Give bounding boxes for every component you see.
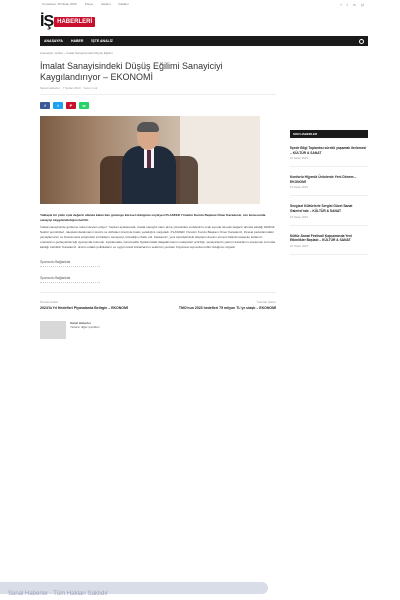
sidebar-item-title: Sezgisel Kültürlerle Sergisi Güzel Sanat Galerisi'nde – KÜLTÜR & SANAT <box>290 204 353 213</box>
brand-row <box>40 8 368 36</box>
share-facebook-button[interactable]: f <box>40 102 50 109</box>
prev-article-link[interactable] <box>40 300 150 311</box>
main-nav <box>40 36 368 46</box>
linkedin-icon[interactable]: in <box>352 1 356 7</box>
sidebar-item-date: 15 Nisan 2023 <box>290 185 309 190</box>
nav-item-analiz[interactable]: İŞTE ANALİZ <box>91 39 113 43</box>
breadcrumb: Anasayfa › Haber › İmalat Sanayisindeki Düşüş Eğilimi <box>40 51 113 55</box>
author-desc: Yazarın diğer içerikleri <box>70 325 100 329</box>
sidebar-item[interactable] <box>290 175 368 196</box>
sidebar-item-title: Kültür-Sanat Festivali Kapsamında Yeni Etkinlikler Başladı – KÜLTÜR & SANAT <box>290 233 353 243</box>
site-logo[interactable] <box>40 13 95 31</box>
share-pinterest-button[interactable]: P <box>66 102 76 109</box>
author-box <box>40 321 276 339</box>
sidebar-item-date: 15 Nisan 2023 <box>290 214 309 219</box>
share-twitter-button[interactable]: t <box>53 102 63 109</box>
page-container <box>40 0 368 329</box>
sidebar-item-date: 15 Nisan 2023 <box>290 156 309 161</box>
top-social <box>341 2 369 7</box>
share-whatsapp-button[interactable]: w <box>79 102 89 109</box>
bottom-status-bar <box>0 582 268 597</box>
share-buttons <box>40 102 276 109</box>
sidebar-header: SON HABERLER <box>290 130 368 138</box>
facebook-icon[interactable]: f <box>340 1 342 7</box>
article-navigation <box>40 292 276 311</box>
bottom-status-text: Sanal Haberler · Tüm Hakları Saklıdır <box>8 591 108 597</box>
twitter-icon[interactable]: t <box>346 1 348 7</box>
next-title: TMO'nun 2023 hedefleri 75 milyon TL'ye ulaştı – EKONOMİ <box>178 306 276 310</box>
nav-item-anasayfa[interactable]: ANASAYFA <box>44 39 63 43</box>
sidebar-item[interactable] <box>290 204 368 225</box>
logo-is: İŞ <box>40 13 54 30</box>
article <box>40 61 276 339</box>
top-link-iletisim[interactable]: İletişim <box>101 2 111 6</box>
sponsored-link[interactable]: Sponsorlu Bağlantılar <box>40 276 100 283</box>
sponsored-link[interactable]: Sponsorlu Bağlantılar <box>40 260 100 267</box>
top-bar <box>40 0 368 8</box>
avatar <box>40 321 66 339</box>
sidebar <box>290 130 368 255</box>
top-link-kunye[interactable]: Künye <box>84 2 94 6</box>
article-meta: Sanal Haberler · 7 Şubat 2023 · Yorum yok <box>40 86 276 95</box>
logo-badge: HABERLERİ <box>54 17 95 27</box>
sidebar-item[interactable] <box>290 234 368 255</box>
sidebar-item-date: 15 Nisan 2023 <box>290 243 309 248</box>
article-body: İmalat sanayisinde gerileme süreci devam ediyor. Yapılan açıklamada, imalat sanayisi satın alma yöneticileri endeksinin ocak ayında da eşik değerin altında kaldığı bildirildi. Sektör temsilcileri, talepteki daralmanın üretim ve istihdam üzerinde baskı yarattığını vurguladı. PLASFED Yönetim Kurulu Başkanı Ömer Karadeniz, ihracat pazarlarındaki yavaşlamanın ve finansmana erişimdeki zorlukların sanayiciyi zorladığını ifade etti. Karadeniz, yeni siparişlerdeki düşüşün devam etmesi halinde kapasite kullanım oranlarının gerileyebileceği uyarısında bulundu. Açıklamada, hammadde fiyatlarındaki dalgalanmanın maliyetleri artırdığı, sanayicilerin yatırım kararlarını ertelemek zorunda kaldığı belirtildi. Karadeniz, üretim odaklı politikaların ve uygun kredi imkanlarının sektörün yeniden büyümesi açısından kritik olduğunu söyledi. <box>40 225 276 249</box>
youtube-icon[interactable]: yt <box>360 1 364 7</box>
article-lead: Yaklaşık bir yıldır eşik değerin altında kalan ilan gösterge küresel olduğunu söyleyen PLASFED Yönetim Kurulu Başkanı Ömer Karadeniz, söz konusunda sanayiyi kaygılandırdığını belirtti. <box>40 213 266 222</box>
sidebar-item[interactable] <box>290 146 368 167</box>
author-name[interactable]: Sanal Haberler <box>70 321 92 325</box>
sponsored-links <box>40 260 276 283</box>
nav-item-haber[interactable]: HABER <box>70 39 84 43</box>
next-article-link[interactable] <box>166 300 276 311</box>
prev-title: 2024'lü Yıl Hedefleri Piyasalarda Belirgin – EKONOMİ <box>40 306 128 310</box>
search-icon[interactable] <box>359 39 364 44</box>
sidebar-item-title: İlçede Bilgi Toplantısı sürekli yaşamak ilerlemesi – KÜLTÜR & SANAT <box>290 146 367 155</box>
next-label: Sonraki Haber <box>256 300 276 304</box>
article-photo <box>40 116 260 204</box>
article-title: İmalat Sanayisindeki Düşüş Eğilimi Sanayiciyi Kaygılandırıyor – EKONOMİ <box>40 61 223 82</box>
prev-label: Önceki Haber <box>40 300 59 304</box>
sidebar-item-title: Konforlu Hijyenik Ürünlerde Yeni Dönem – EKONOMİ <box>290 175 357 184</box>
top-link-reklam[interactable]: Reklam <box>118 2 129 6</box>
top-date: Cumartesi, 15 Nisan 2023 <box>42 2 77 6</box>
